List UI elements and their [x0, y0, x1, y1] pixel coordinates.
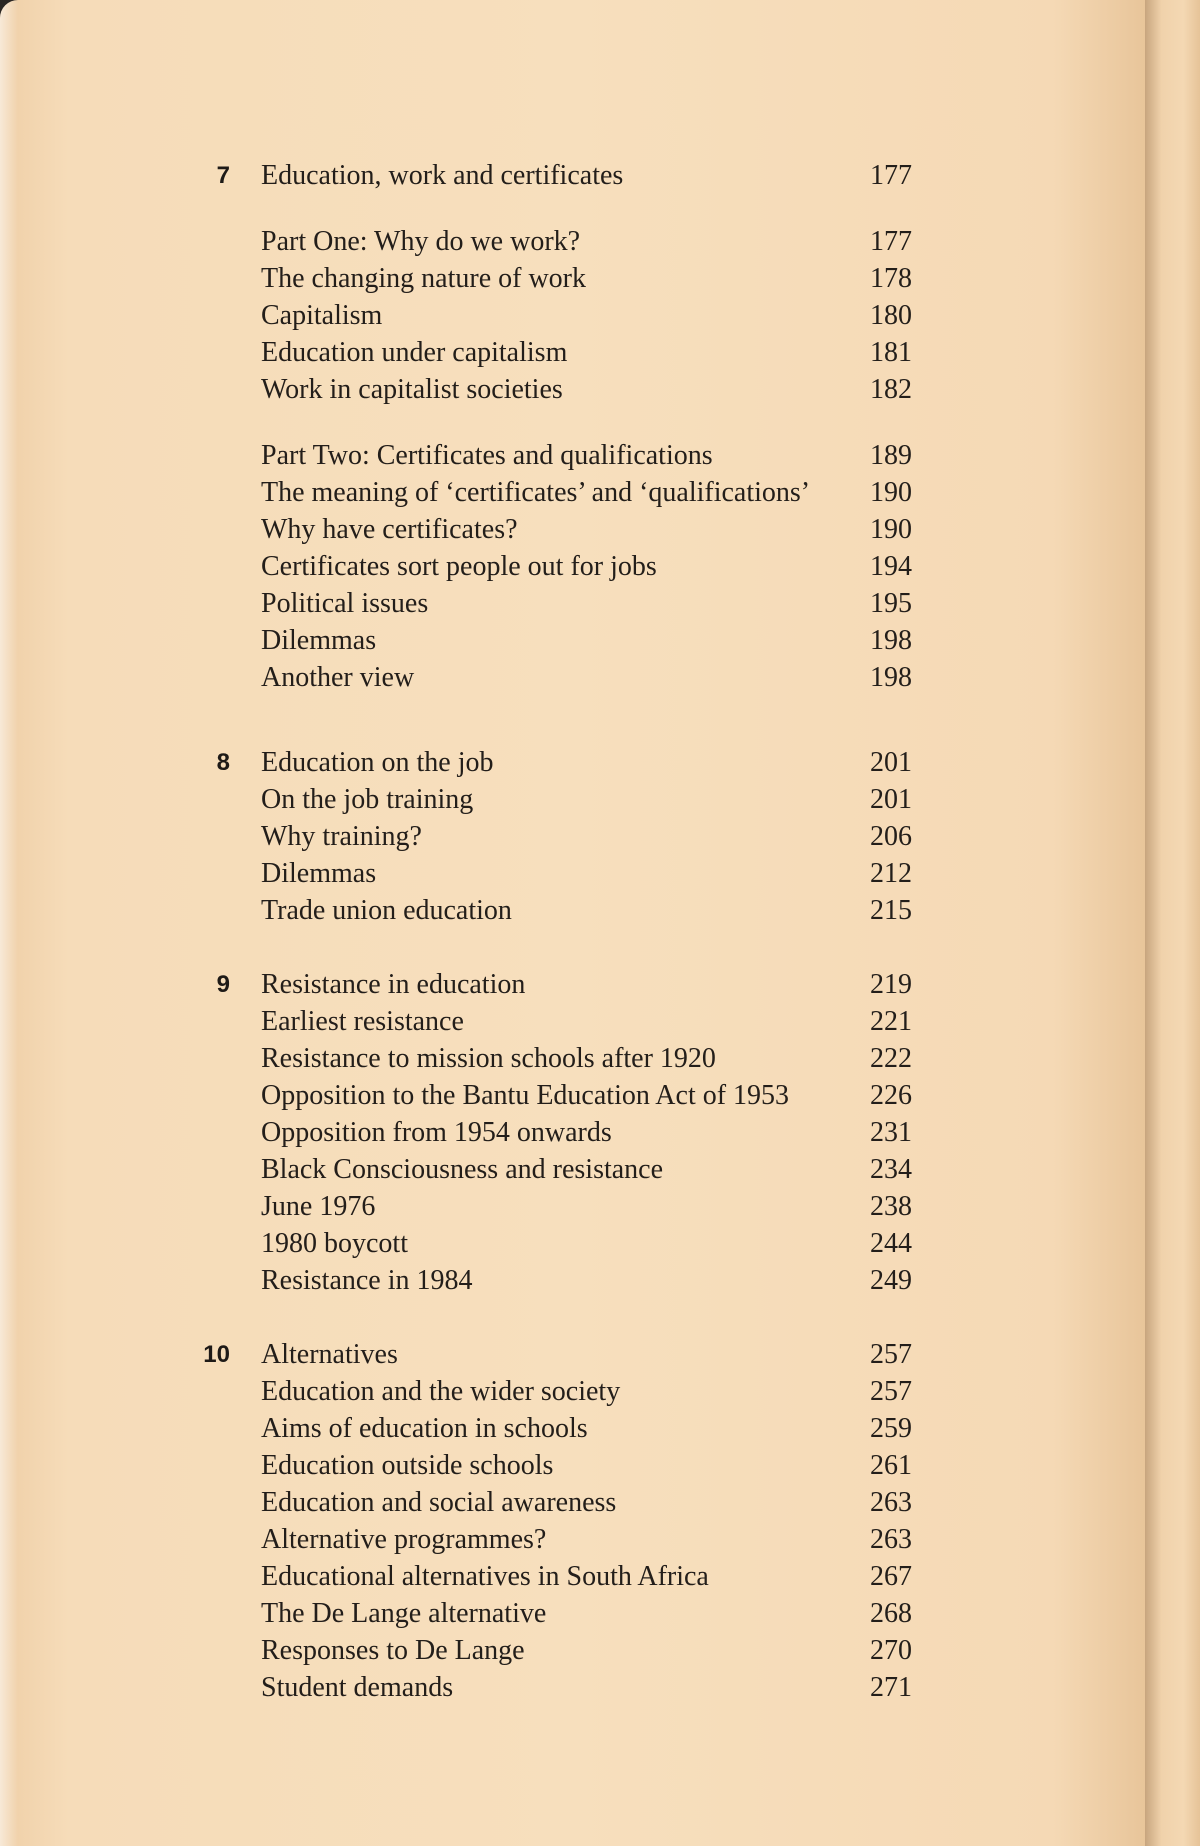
entry-page-number: 198 [870, 662, 912, 693]
entry-title: Education under capitalism [261, 337, 568, 368]
chapter-title: Education on the job [261, 747, 494, 778]
entry-page-number: 270 [870, 1635, 912, 1666]
toc-entry [0, 1558, 1145, 1595]
toc-entry [0, 1114, 1145, 1151]
toc-entry [0, 334, 1145, 371]
toc-entry [0, 855, 1145, 892]
toc-entry [0, 548, 1145, 585]
entry-title: Trade union education [261, 895, 512, 926]
toc-entry [0, 297, 1145, 334]
entry-title: Why have certificates? [261, 514, 518, 545]
entry-page-number: 195 [870, 588, 912, 619]
toc-entry [0, 1669, 1145, 1706]
toc-entry [0, 1077, 1145, 1114]
entry-page-number: 222 [870, 1043, 912, 1074]
toc-entry [0, 1003, 1145, 1040]
toc-entry [0, 1188, 1145, 1225]
entry-page-number: 257 [870, 1376, 912, 1407]
entry-title: The meaning of ‘certificates’ and ‘qualifications’ [261, 477, 811, 508]
entry-page-number: 261 [870, 1450, 912, 1481]
entry-page-number: 190 [870, 477, 912, 508]
entry-title: The De Lange alternative [261, 1598, 547, 1629]
chapter-page-number: 257 [870, 1339, 912, 1370]
entry-page-number: 180 [870, 300, 912, 331]
toc-entry [0, 1521, 1145, 1558]
entry-page-number: 190 [870, 514, 912, 545]
chapter-title: Resistance in education [261, 969, 526, 1000]
entry-title: Dilemmas [261, 625, 377, 656]
entry-title: Resistance in 1984 [261, 1265, 473, 1296]
entry-title: June 1976 [261, 1191, 376, 1222]
entry-page-number: 194 [870, 551, 912, 582]
chapter-heading-row [0, 1336, 1145, 1373]
chapter-page-number: 201 [870, 747, 912, 778]
chapter-page-number: 177 [870, 160, 912, 191]
entry-page-number: 178 [870, 263, 912, 294]
toc-entry [0, 818, 1145, 855]
entry-page-number: 181 [870, 337, 912, 368]
entry-page-number: 268 [870, 1598, 912, 1629]
entry-page-number: 259 [870, 1413, 912, 1444]
entry-page-number: 201 [870, 784, 912, 815]
entry-title: Education outside schools [261, 1450, 554, 1481]
entry-title: Resistance to mission schools after 1920 [261, 1043, 716, 1074]
toc-entry [0, 781, 1145, 818]
entry-title: Work in capitalist societies [261, 374, 563, 405]
entry-title: The changing nature of work [261, 263, 586, 294]
entry-page-number: 231 [870, 1117, 912, 1148]
chapter-10 [0, 1336, 1145, 1706]
entry-title: Black Consciousness and resistance [261, 1154, 664, 1185]
toc-entry [0, 1595, 1145, 1632]
toc-entry [0, 1410, 1145, 1447]
entry-title: Dilemmas [261, 858, 377, 889]
toc-entry [0, 1262, 1145, 1299]
entry-page-number: 215 [870, 895, 912, 926]
entry-page-number: 226 [870, 1080, 912, 1111]
entry-title: Capitalism [261, 300, 383, 331]
toc-entry [0, 260, 1145, 297]
entry-page-number: 249 [870, 1265, 912, 1296]
chapter-number: 7 [216, 162, 230, 189]
entry-page-number: 263 [870, 1524, 912, 1555]
toc-entry [0, 1225, 1145, 1262]
toc-entry [0, 1447, 1145, 1484]
entry-title: Certificates sort people out for jobs [261, 551, 657, 582]
chapter-heading-row [0, 966, 1145, 1003]
entry-title: Aims of education in schools [261, 1413, 588, 1444]
entry-title: On the job training [261, 784, 474, 815]
toc-entry [0, 1373, 1145, 1410]
toc-entry [0, 1151, 1145, 1188]
entry-page-number: 263 [870, 1487, 912, 1518]
entry-title: Alternative programmes? [261, 1524, 547, 1555]
chapter-number: 8 [216, 749, 230, 776]
toc-entry [0, 659, 1145, 696]
chapter-8 [0, 744, 1145, 929]
entry-page-number: 177 [870, 226, 912, 257]
toc-entry [0, 511, 1145, 548]
toc-entry [0, 622, 1145, 659]
entry-title: Part One: Why do we work? [261, 226, 581, 257]
chapter-number: 10 [203, 1341, 230, 1368]
entry-title: Political issues [261, 588, 429, 619]
toc-entry [0, 1040, 1145, 1077]
entry-title: Education and social awareness [261, 1487, 617, 1518]
entry-page-number: 271 [870, 1672, 912, 1703]
entry-title: Education and the wider society [261, 1376, 621, 1407]
toc-entry [0, 585, 1145, 622]
entry-page-number: 212 [870, 858, 912, 889]
entry-title: 1980 boycott [261, 1228, 408, 1259]
chapter-9 [0, 966, 1145, 1299]
toc-entry [0, 474, 1145, 511]
entry-title: Student demands [261, 1672, 454, 1703]
chapter-page-number: 219 [870, 969, 912, 1000]
entry-title: Educational alternatives in South Africa [261, 1561, 709, 1592]
entry-title: Part Two: Certificates and qualifications [261, 440, 713, 471]
entry-page-number: 238 [870, 1191, 912, 1222]
entry-page-number: 244 [870, 1228, 912, 1259]
chapter-7 [0, 157, 1145, 696]
entry-page-number: 189 [870, 440, 912, 471]
entry-title: Opposition to the Bantu Education Act of 1953 [261, 1080, 790, 1111]
entry-title: Earliest resistance [261, 1006, 464, 1037]
entry-page-number: 198 [870, 625, 912, 656]
toc-entry [0, 371, 1145, 408]
entry-title: Why training? [261, 821, 422, 852]
chapter-heading-row [0, 157, 1145, 194]
entry-page-number: 267 [870, 1561, 912, 1592]
page-edge [1145, 0, 1200, 1846]
entry-page-number: 234 [870, 1154, 912, 1185]
chapter-number: 9 [216, 971, 230, 998]
toc-entry [0, 437, 1145, 474]
toc-entry [0, 223, 1145, 260]
toc-entry [0, 1484, 1145, 1521]
entry-page-number: 221 [870, 1006, 912, 1037]
chapter-title: Alternatives [261, 1339, 398, 1370]
entry-page-number: 182 [870, 374, 912, 405]
entry-page-number: 206 [870, 821, 912, 852]
entry-title: Opposition from 1954 onwards [261, 1117, 612, 1148]
chapter-title: Education, work and certificates [261, 160, 624, 191]
entry-title: Responses to De Lange [261, 1635, 525, 1666]
toc-entry [0, 892, 1145, 929]
toc-entry [0, 1632, 1145, 1669]
chapter-heading-row [0, 744, 1145, 781]
entry-title: Another view [261, 662, 415, 693]
